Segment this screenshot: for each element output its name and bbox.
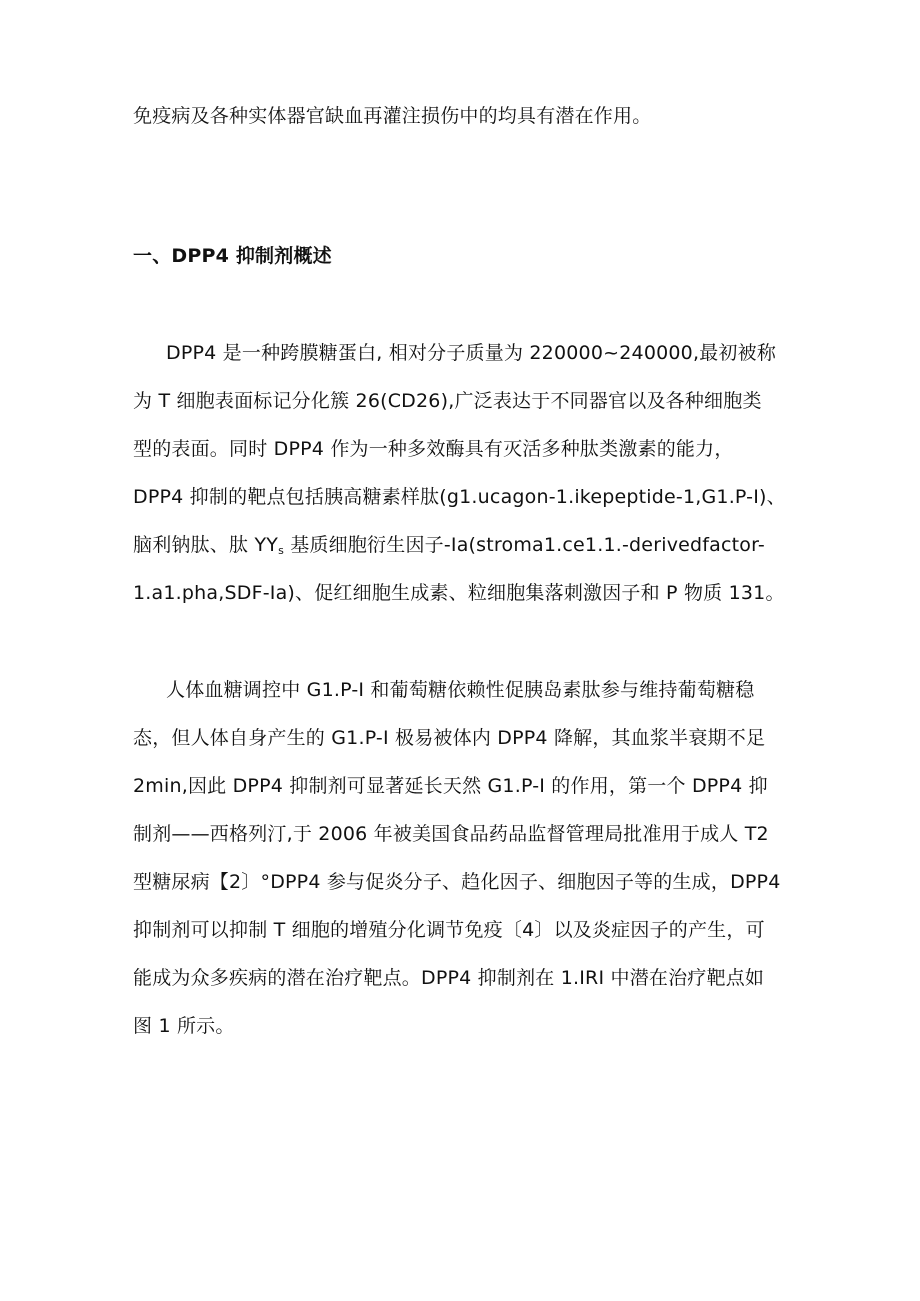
paragraph-2-line-6: 抑制剂可以抑制 T 细胞的增殖分化调节免疫〔4〕以及炎症因子的产生，可: [133, 919, 765, 941]
paragraph-2-line-3: 2min,因此 DPP4 抑制剂可显著延长天然 G1.P-I 的作用，第一个 DPP4 抑: [133, 775, 768, 797]
section-heading: 一、DPP4 抑制剂概述: [133, 245, 332, 267]
paragraph-1-line-2: 为 T 细胞表面标记分化簇 26(CD26),广泛表达于不同器官以及各种细胞类: [133, 390, 762, 412]
paragraph-2-line-5: 型糖尿病【2〕°DPP4 参与促炎分子、趋化因子、细胞因子等的生成，DPP4: [133, 871, 781, 893]
subscript-text: s: [278, 544, 284, 557]
paragraph-1-line-1: DPP4 是一种跨膜糖蛋白, 相对分子质量为 220000~240000,最初被称: [166, 342, 777, 364]
paragraph-2-line-1: 人体血糖调控中 G1.P-I 和葡萄糖依赖性促胰岛素肽参与维持葡萄糖稳: [166, 679, 755, 701]
paragraph-1-line-5-part-a: 脑利钠肽、肽 YY: [133, 534, 279, 556]
paragraph-1-line-3: 型的表面。同时 DPP4 作为一种多效酶具有灭活多种肽类激素的能力，: [133, 438, 734, 460]
paragraph-1-line-5-part-b: 基质细胞衍生因子-Ia(stroma1.ce1.1.-derivedfactor-: [284, 534, 765, 556]
paragraph-2-line-8: 图 1 所示。: [133, 1015, 235, 1037]
paragraph-1-line-4: DPP4 抑制的靶点包括胰高糖素样肽(g1.ucagon-1.ikepeptide-1,G1.P-I)、: [133, 486, 786, 508]
paragraph-2-line-4: 制剂——西格列汀,于 2006 年被美国食品药品监督管理局批准用于成人 T2: [133, 823, 769, 845]
paragraph-2-line-7: 能成为众多疾病的潜在治疗靶点。DPP4 抑制剂在 1.IRI 中潜在治疗靶点如: [133, 967, 765, 989]
intro-text-line: 免疫病及各种实体器官缺血再灌注损伤中的均具有潜在作用。: [133, 105, 652, 127]
paragraph-1-line-5: [133, 533, 765, 557]
paragraph-2-line-2: 态，但人体自身产生的 G1.P-I 极易被体内 DPP4 降解，其血浆半衰期不足: [133, 727, 766, 749]
paragraph-1-line-6: 1.a1.pha,SDF-Ia)、促红细胞生成素、粒细胞集落刺激因子和 P 物质 131。: [133, 582, 785, 604]
